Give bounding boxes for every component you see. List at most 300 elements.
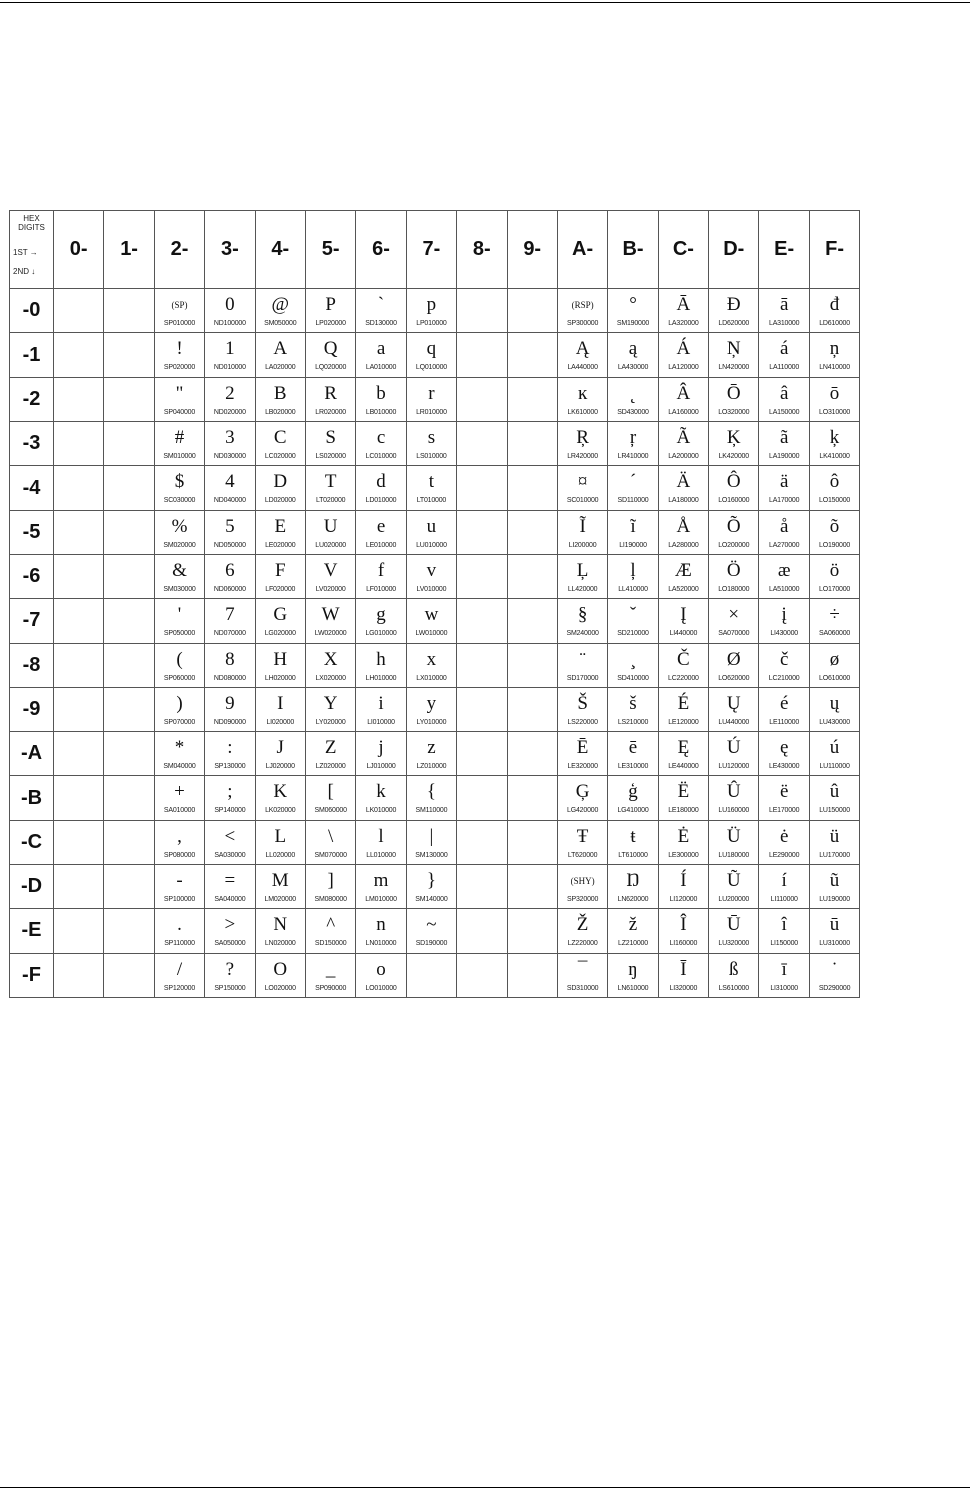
char-code: SM080000 [314, 896, 347, 904]
char-glyph: p [426, 294, 437, 316]
char-glyph: w [424, 604, 439, 626]
char-code: LD610000 [819, 320, 850, 328]
char-cell [255, 289, 305, 333]
char-code: LW010000 [415, 630, 448, 638]
char-glyph: < [224, 825, 236, 847]
char-code: LE110000 [769, 718, 800, 726]
char-code: LA190000 [769, 453, 800, 461]
char-cell [809, 776, 859, 820]
char-glyph: î [781, 914, 787, 936]
char-cell [709, 422, 759, 466]
char-glyph: : [227, 737, 233, 759]
char-code: LU190000 [819, 896, 850, 904]
char-glyph: r [428, 382, 435, 404]
char-cell [104, 289, 154, 333]
char-cell [709, 776, 759, 820]
char-glyph: (RSP) [571, 300, 594, 311]
char-code: LA150000 [769, 408, 800, 416]
char-code: SD110000 [617, 497, 649, 505]
char-glyph: e [376, 515, 386, 537]
char-cell [457, 466, 507, 510]
char-glyph: D [273, 471, 288, 493]
char-glyph: ` [377, 294, 385, 316]
char-glyph: Ā [676, 294, 691, 316]
row-header: -4 [10, 466, 54, 510]
char-cell [709, 865, 759, 909]
char-glyph: # [174, 427, 185, 449]
char-cell [507, 820, 557, 864]
char-code: LT010000 [416, 497, 447, 505]
char-cell [205, 510, 255, 554]
char-cell [709, 289, 759, 333]
char-cell [54, 554, 104, 598]
char-code: LG020000 [264, 630, 296, 638]
char-cell [255, 643, 305, 687]
char-code: ND100000 [213, 320, 246, 328]
char-glyph: ĩ [630, 515, 636, 537]
table-row [10, 909, 860, 953]
char-code: LA010000 [365, 364, 397, 372]
column-header: 1- [104, 211, 154, 289]
char-glyph: Ú [726, 737, 741, 759]
char-cell [154, 776, 204, 820]
char-glyph: L [274, 825, 287, 847]
char-code: LO010000 [365, 984, 397, 992]
char-glyph: ė [779, 825, 789, 847]
char-cell [205, 953, 255, 997]
char-cell [205, 599, 255, 643]
row-header: -8 [10, 643, 54, 687]
char-code: SM140000 [415, 896, 448, 904]
char-cell [557, 953, 607, 997]
char-glyph: ī [781, 958, 787, 980]
char-cell [255, 466, 305, 510]
char-cell [557, 732, 607, 776]
char-glyph: ō [829, 382, 840, 404]
char-cell [809, 422, 859, 466]
header-row [10, 211, 860, 289]
char-code: LZ020000 [315, 763, 346, 771]
char-cell [305, 377, 355, 421]
char-code: LE320000 [567, 763, 598, 771]
char-cell [305, 687, 355, 731]
char-cell [54, 422, 104, 466]
char-cell [557, 865, 607, 909]
char-glyph: y [426, 692, 437, 714]
char-cell [356, 466, 406, 510]
char-code: LV020000 [315, 585, 346, 593]
char-glyph: ° [629, 294, 637, 316]
char-code: SA040000 [214, 896, 246, 904]
char-cell [154, 909, 204, 953]
column-header: 6- [356, 211, 406, 289]
char-cell [205, 377, 255, 421]
char-cell [205, 643, 255, 687]
char-cell [608, 953, 658, 997]
char-cell [457, 422, 507, 466]
char-cell [356, 953, 406, 997]
char-cell [255, 687, 305, 731]
char-code: LA120000 [668, 364, 699, 372]
char-code: LI310000 [770, 984, 798, 992]
char-glyph: Û [726, 781, 741, 803]
char-cell [457, 953, 507, 997]
char-cell [507, 554, 557, 598]
char-glyph: V [323, 559, 338, 581]
char-glyph: { [426, 781, 436, 803]
char-cell [759, 422, 809, 466]
char-code: LA200000 [668, 453, 699, 461]
char-glyph: . [177, 914, 182, 936]
char-code: LE180000 [668, 807, 699, 815]
char-glyph: 7 [225, 604, 235, 626]
char-cell [305, 599, 355, 643]
char-cell [406, 333, 456, 377]
char-code: LQ020000 [315, 364, 347, 372]
char-glyph: + [174, 781, 185, 803]
char-glyph: ] [327, 870, 334, 892]
char-cell [104, 732, 154, 776]
char-glyph: , [177, 825, 182, 847]
char-glyph: n [376, 914, 386, 936]
hex-digits-label: HEX DIGITS [18, 214, 45, 232]
char-glyph: 3 [225, 427, 235, 449]
char-code: LO310000 [819, 408, 851, 416]
row-header: -E [10, 909, 54, 953]
char-code: LI110000 [770, 896, 798, 904]
char-glyph: ä [779, 471, 789, 493]
char-cell [54, 643, 104, 687]
char-cell [658, 599, 708, 643]
char-glyph: ø [829, 648, 840, 670]
char-code: ND090000 [213, 718, 246, 726]
char-code: LU320000 [718, 940, 750, 948]
char-cell [205, 732, 255, 776]
char-cell [406, 909, 456, 953]
char-code: SM020000 [163, 541, 196, 549]
char-cell [54, 599, 104, 643]
char-cell [205, 422, 255, 466]
char-cell [809, 510, 859, 554]
char-cell [759, 510, 809, 554]
char-cell [608, 377, 658, 421]
char-glyph: E [274, 515, 287, 537]
char-cell [557, 820, 607, 864]
char-glyph: Ų [726, 692, 741, 714]
char-code: LU120000 [718, 763, 750, 771]
char-code: SC030000 [163, 497, 196, 505]
char-glyph: ü [829, 825, 840, 847]
char-glyph: Ŋ [626, 870, 640, 892]
char-cell [809, 687, 859, 731]
char-code: LT020000 [315, 497, 346, 505]
char-cell [608, 732, 658, 776]
char-cell [809, 865, 859, 909]
char-cell [154, 510, 204, 554]
char-code: SD310000 [566, 984, 599, 992]
char-code: LK410000 [819, 453, 850, 461]
char-cell [457, 599, 507, 643]
char-cell [809, 820, 859, 864]
char-code: LK010000 [365, 807, 397, 815]
char-cell [658, 909, 708, 953]
table-row [10, 953, 860, 997]
char-glyph: = [224, 870, 236, 892]
char-glyph: l [378, 825, 384, 847]
char-cell [54, 776, 104, 820]
char-code: LT620000 [567, 851, 598, 859]
char-glyph: Ķ [726, 427, 741, 449]
char-glyph: Z [324, 737, 337, 759]
char-glyph: ą [628, 338, 638, 360]
char-cell [759, 865, 809, 909]
char-glyph: Â [676, 382, 691, 404]
char-cell [54, 466, 104, 510]
char-cell [406, 510, 456, 554]
char-glyph: 0 [225, 294, 235, 316]
char-code: LC010000 [365, 453, 397, 461]
char-code: ND020000 [213, 408, 246, 416]
char-code: LA170000 [769, 497, 800, 505]
char-glyph: g [376, 604, 386, 626]
char-glyph: & [172, 559, 187, 581]
char-glyph: É [677, 692, 690, 714]
char-glyph: @ [271, 294, 289, 316]
char-code: LA310000 [769, 320, 800, 328]
char-code: LO320000 [718, 408, 750, 416]
char-code: LR020000 [315, 408, 346, 416]
char-code: LO170000 [819, 585, 851, 593]
char-cell [608, 466, 658, 510]
char-cell [154, 377, 204, 421]
column-header: 0- [54, 211, 104, 289]
char-code: LA110000 [769, 364, 800, 372]
char-code: LY010000 [416, 718, 447, 726]
corner-cell [10, 211, 54, 289]
char-code: SM130000 [415, 851, 448, 859]
char-code: ND080000 [213, 674, 246, 682]
char-glyph: 1 [225, 338, 235, 360]
char-glyph: " [175, 382, 184, 404]
char-code: ND010000 [213, 364, 246, 372]
char-cell [406, 599, 456, 643]
char-cell [255, 776, 305, 820]
char-glyph: ¯ [577, 958, 588, 980]
char-cell [809, 377, 859, 421]
char-cell [507, 643, 557, 687]
char-code: SD190000 [415, 940, 448, 948]
char-cell [557, 643, 607, 687]
char-code: LO150000 [819, 497, 851, 505]
char-glyph: § [577, 604, 588, 626]
table-row [10, 554, 860, 598]
char-cell [457, 643, 507, 687]
table-row [10, 643, 860, 687]
char-glyph: ¸ [629, 648, 637, 670]
char-cell [608, 333, 658, 377]
char-code: SP050000 [163, 630, 196, 638]
char-code: SP020000 [163, 364, 196, 372]
char-code: LO180000 [718, 585, 750, 593]
char-cell [54, 909, 104, 953]
char-code: LI440000 [669, 630, 698, 638]
column-header: F- [809, 211, 859, 289]
char-glyph: ũ [829, 870, 840, 892]
row-header: -1 [10, 333, 54, 377]
char-cell [759, 732, 809, 776]
char-code: SD150000 [314, 940, 347, 948]
char-glyph: ļ [630, 559, 636, 581]
char-glyph: Ū [726, 914, 741, 936]
char-code: LE020000 [265, 541, 296, 549]
char-cell [507, 510, 557, 554]
char-glyph: m [373, 870, 389, 892]
char-glyph: 9 [225, 692, 235, 714]
char-cell [658, 865, 708, 909]
char-code: LG410000 [617, 807, 649, 815]
char-cell [406, 466, 456, 510]
char-cell [255, 554, 305, 598]
char-code: SM110000 [415, 807, 448, 815]
char-cell [154, 687, 204, 731]
char-code: LK420000 [718, 453, 749, 461]
char-cell [305, 732, 355, 776]
char-glyph: ~ [426, 914, 437, 936]
char-code: LN620000 [617, 896, 649, 904]
char-cell [356, 687, 406, 731]
char-code: SA070000 [718, 630, 750, 638]
char-code: LU180000 [718, 851, 750, 859]
char-cell [557, 466, 607, 510]
char-glyph: ų [829, 692, 840, 714]
char-cell [54, 953, 104, 997]
table-row [10, 466, 860, 510]
char-cell [305, 554, 355, 598]
char-code: LL010000 [366, 851, 396, 859]
char-glyph: ( [176, 648, 183, 670]
char-code: SD290000 [818, 984, 851, 992]
row-header: -B [10, 776, 54, 820]
char-code: LI190000 [619, 541, 647, 549]
char-code: LU170000 [819, 851, 850, 859]
char-glyph: | [429, 825, 434, 847]
char-code: LS020000 [315, 453, 346, 461]
char-glyph: / [176, 958, 183, 980]
char-cell [457, 820, 507, 864]
char-cell [54, 732, 104, 776]
char-cell [507, 466, 557, 510]
char-cell [457, 865, 507, 909]
char-code: SP300000 [567, 320, 599, 328]
char-glyph: G [273, 604, 288, 626]
char-code: SC010000 [566, 497, 599, 505]
char-code: LU310000 [819, 940, 850, 948]
row-header: -D [10, 865, 54, 909]
char-cell [154, 865, 204, 909]
char-glyph: Č [677, 648, 690, 670]
char-code: LX010000 [416, 674, 447, 682]
char-code: LC220000 [668, 674, 699, 682]
char-glyph: ˛ [629, 382, 637, 404]
char-glyph: š [629, 692, 637, 714]
char-code: LI120000 [669, 896, 698, 904]
char-cell [809, 554, 859, 598]
char-cell [255, 953, 305, 997]
char-glyph: á [779, 338, 789, 360]
char-cell [255, 820, 305, 864]
char-code: SD410000 [617, 674, 649, 682]
char-cell [759, 820, 809, 864]
char-code: LZ010000 [416, 763, 447, 771]
char-code: LO160000 [718, 497, 750, 505]
char-glyph: S [325, 427, 336, 449]
char-glyph: é [779, 692, 789, 714]
char-code: LH020000 [264, 674, 296, 682]
char-glyph: f [377, 559, 385, 581]
char-glyph: Å [676, 515, 691, 537]
char-cell [356, 377, 406, 421]
char-glyph: T [324, 471, 337, 493]
char-cell [255, 599, 305, 643]
char-code: SD430000 [617, 408, 649, 416]
char-code: LD010000 [365, 497, 397, 505]
char-code: SP040000 [163, 408, 196, 416]
char-glyph: A [273, 338, 288, 360]
char-code: LM020000 [264, 896, 296, 904]
char-code: LE010000 [365, 541, 397, 549]
char-glyph: Î [680, 914, 687, 936]
column-header: 4- [255, 211, 305, 289]
char-glyph: ā [779, 294, 789, 316]
table-row [10, 599, 860, 643]
char-cell [507, 865, 557, 909]
char-cell [709, 909, 759, 953]
char-cell [658, 333, 708, 377]
char-glyph: ˇ [629, 604, 637, 626]
char-cell [305, 422, 355, 466]
char-glyph: Ë [677, 781, 690, 803]
char-glyph: Ē [576, 737, 589, 759]
char-cell [658, 554, 708, 598]
char-code: SP110000 [164, 940, 195, 948]
char-cell [507, 909, 557, 953]
char-glyph: Õ [726, 515, 741, 537]
char-cell [557, 909, 607, 953]
char-cell [759, 554, 809, 598]
char-code: LE170000 [769, 807, 800, 815]
char-glyph: $ [174, 471, 185, 493]
column-header: 2- [154, 211, 204, 289]
char-cell [104, 865, 154, 909]
char-cell [154, 554, 204, 598]
second-digit-label: 2ND ↓ [13, 267, 36, 276]
char-cell [406, 643, 456, 687]
char-code: LA440000 [567, 364, 598, 372]
char-glyph: Ã [676, 427, 691, 449]
char-code: LI020000 [266, 718, 295, 726]
char-cell [305, 643, 355, 687]
char-code: SA050000 [214, 940, 246, 948]
char-cell [356, 643, 406, 687]
char-cell [54, 289, 104, 333]
char-cell [54, 510, 104, 554]
char-cell [809, 953, 859, 997]
char-cell [305, 776, 355, 820]
char-glyph: å [779, 515, 789, 537]
char-code: SP060000 [163, 674, 196, 682]
char-glyph: ; [227, 781, 233, 803]
char-glyph: 5 [225, 515, 235, 537]
